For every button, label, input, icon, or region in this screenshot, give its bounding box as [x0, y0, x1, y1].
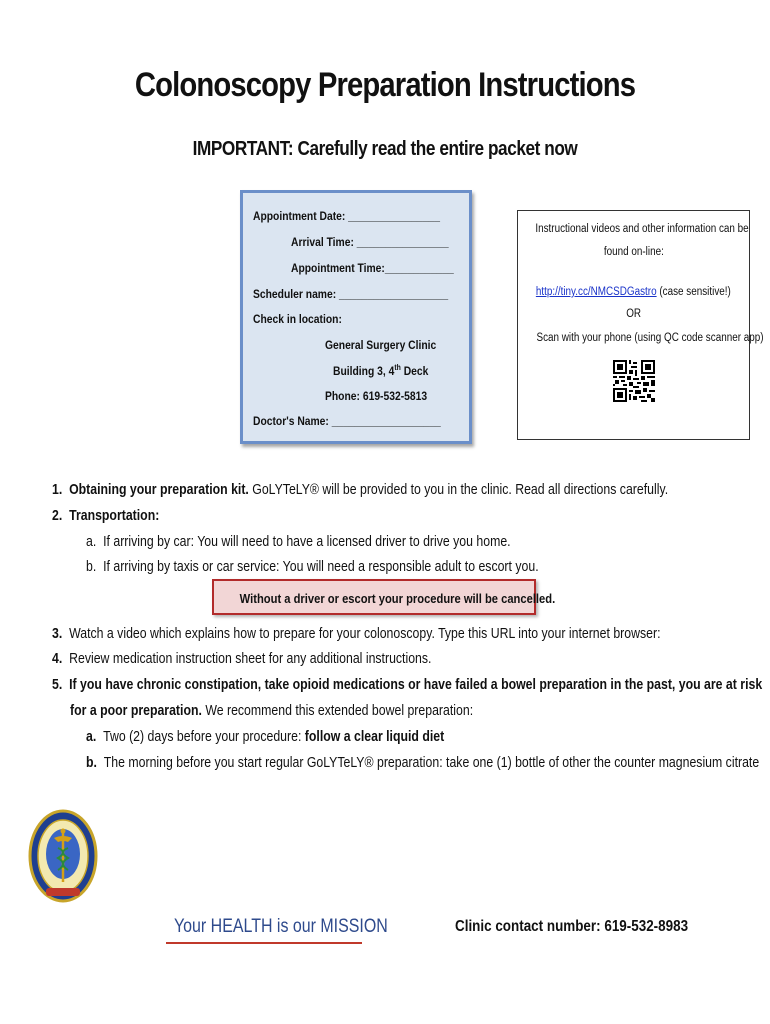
appointment-time-field[interactable]: Appointment Time:____________ [291, 261, 454, 275]
clinic-name: General Surgery Clinic [325, 338, 437, 352]
info-or: OR [626, 308, 641, 320]
list-item-5: 5. If you have chronic constipation, take opioid medications or have failed a bowel preparation in the past, you are at risk [52, 676, 763, 693]
driver-warning-text: Without a driver or escort your procedure will be cancelled. [239, 591, 556, 606]
arrival-time-field[interactable]: Arrival Time: ________________ [291, 235, 449, 249]
scheduler-name-field[interactable]: Scheduler name: ___________________ [253, 287, 449, 301]
info-line-1: Instructional videos and other information can be [535, 223, 749, 235]
list-item-1: 1. Obtaining your preparation kit. GoLYTeLY® will be provided to you in the clinic. Read all directions carefully. [52, 481, 669, 498]
list-item-2a: a. If arriving by car: You will need to have a licensed driver to drive you home. [86, 533, 511, 550]
checkin-location-label: Check in location: [253, 312, 342, 326]
medical-center-seal-icon [28, 808, 98, 906]
list-item-5a: a. Two (2) days before your procedure: follow a clear liquid diet [86, 728, 445, 745]
qr-code-icon[interactable] [613, 360, 655, 402]
appointment-date-field[interactable]: Appointment Date: ________________ [253, 209, 441, 223]
page-title: Colonoscopy Preparation Instructions [134, 66, 636, 104]
online-info-box [517, 210, 764, 440]
page-subtitle: IMPORTANT: Carefully read the entire packet now [192, 138, 578, 160]
list-item-5-cont: for a poor preparation. We recommend this extended bowel preparation: [70, 702, 474, 719]
mission-banner [166, 912, 388, 944]
info-line-2: found on-line: [603, 246, 664, 258]
doctor-name-field[interactable]: Doctor's Name: ___________________ [253, 414, 441, 428]
driver-warning-box [212, 579, 556, 615]
list-item-2b: b. If arriving by taxis or car service: You will need a responsible adult to escort you. [86, 558, 539, 575]
list-item-4: 4. Review medication instruction sheet for any additional instructions. [52, 650, 432, 667]
gastro-link[interactable]: http://tiny.cc/NMCSDGastro [536, 286, 657, 298]
appointment-box [240, 190, 472, 444]
list-item-5b: b. The morning before you start regular GoLYTeLY® preparation: take one (1) bottle of other the counter magnesium citrate [86, 754, 760, 771]
info-scan-text: Scan with your phone (using QC code scanner app) [536, 332, 764, 344]
info-link-line: http://tiny.cc/NMCSDGastro (case sensitive!) [536, 286, 731, 298]
list-item-3: 3. Watch a video which explains how to prepare for your colonoscopy. Type this URL into your internet browser: [52, 625, 661, 642]
mission-text: Your HEALTH is our MISSION [174, 916, 388, 937]
list-item-2: 2. Transportation: [52, 507, 160, 524]
clinic-phone: Phone: 619-532-5813 [325, 389, 428, 403]
clinic-building: Building 3, 4th Deck [333, 363, 429, 378]
clinic-contact-number: Clinic contact number: 619-532-8983 [455, 918, 689, 935]
